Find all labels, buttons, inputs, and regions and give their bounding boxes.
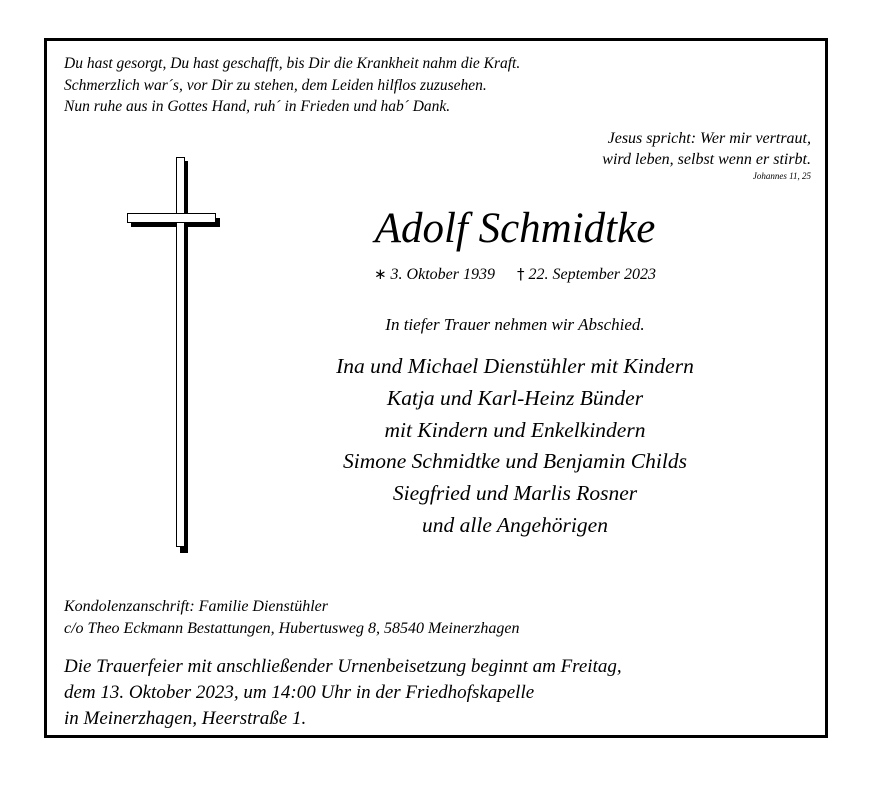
mourner-line: Simone Schmidtke und Benjamin Childs: [343, 449, 687, 474]
mourner-line: Siegfried und Marlis Rosner: [392, 481, 638, 506]
ceremony-info: [64, 654, 622, 732]
bible-verse-line: Jesus spricht: Wer mir vertraut,: [607, 130, 811, 147]
deceased-name: Adolf Schmidtke: [374, 205, 656, 252]
ceremony-line: dem 13. Oktober 2023, um 14:00 Uhr in der Friedhofskapelle: [64, 682, 535, 703]
poem-line: Schmerzlich war´s, vor Dir zu stehen, dem Leiden hilflos zuzusehen.: [64, 76, 487, 94]
condolence-line: c/o Theo Eckmann Bestattungen, Hubertusweg 8, 58540 Meinerzhagen: [64, 620, 520, 637]
mourner-line: und alle Angehörigen: [422, 512, 608, 537]
death-cross-icon: †: [516, 265, 525, 283]
mourner-line: mit Kindern und Enkelkindern: [384, 417, 646, 442]
farewell-intro: In tiefer Trauer nehmen wir Abschied.: [385, 315, 645, 334]
mourners-list: [280, 351, 750, 542]
bible-verse: [602, 128, 811, 182]
poem-line: Nun ruhe aus in Gottes Hand, ruh´ in Frieden und hab´ Dank.: [64, 98, 451, 115]
ceremony-line: in Meinerzhagen, Heerstraße 1.: [64, 708, 307, 729]
bible-reference: Johannes 11, 25: [752, 171, 811, 181]
poem: [64, 53, 520, 118]
condolence-address: [64, 596, 519, 640]
bible-verse-line: wird leben, selbst wenn er stirbt.: [602, 151, 811, 168]
life-dates: [300, 263, 730, 286]
ceremony-line: Die Trauerfeier mit anschließender Urnenbeisetzung beginnt am Freitag,: [64, 656, 622, 677]
cross-icon: [127, 157, 222, 554]
birth-date: 3. Oktober 1939: [390, 266, 495, 283]
poem-line: Du hast gesorgt, Du hast geschafft, bis Dir die Krankheit nahm die Kraft.: [64, 55, 521, 72]
cross-body: [128, 158, 216, 547]
death-date: 22. September 2023: [528, 266, 657, 283]
mourner-line: Ina und Michael Dienstühler mit Kindern: [336, 354, 694, 378]
mourner-line: Katja und Karl-Heinz Bünder: [386, 385, 644, 410]
condolence-line: Kondolenzanschrift: Familie Dienstühler: [64, 598, 328, 615]
birth-star-icon: ∗: [373, 265, 387, 283]
